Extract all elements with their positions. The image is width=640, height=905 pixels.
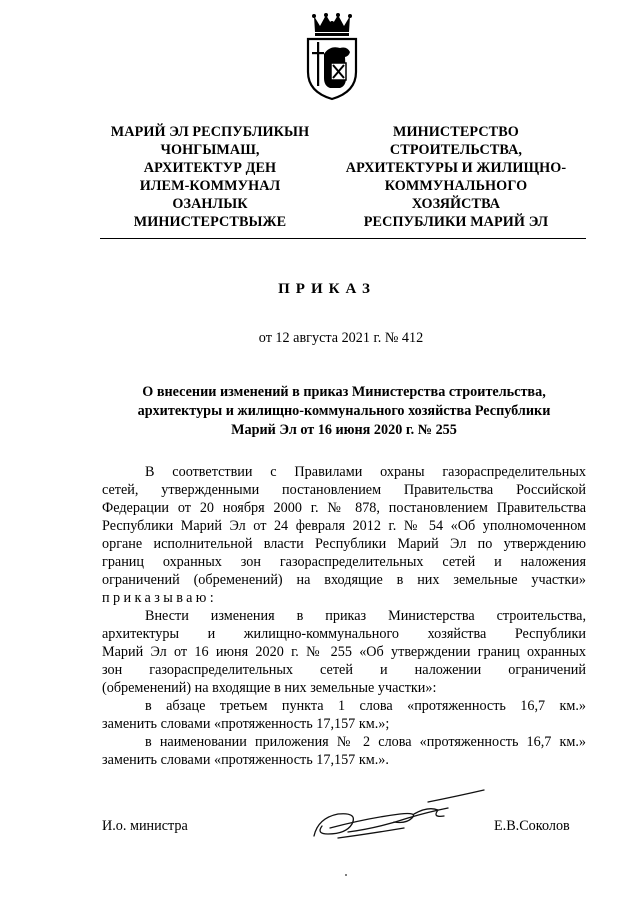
signatory-name: Е.В.Соколов [494,818,570,834]
letterhead-line: РЕСПУБЛИКИ МАРИЙ ЭЛ [363,214,549,230]
letterhead-line: МИНИСТЕРСТВО [393,124,519,140]
letterhead-line: ЧОНГЫМАШ, [160,142,260,158]
body-line: зон газораспределительных сетей и наложении ограничений [102,662,586,678]
body-line: в абзаце третьем пункта 1 слова «протяженность 16,7 км.» [145,698,586,714]
letterhead-line: МАРИЙ ЭЛ РЕСПУБЛИКЫН [110,124,310,140]
document-title [100,383,588,440]
body-line: (обременений) на входящие в них земельные участки»: [102,680,437,696]
document-body [102,463,586,769]
body-line: в наименовании приложения № 2 слова «протяженность 16,7 км.» [145,734,586,750]
body-line: Марий Эл от 16 июня 2020 г. № 255 «Об утверждении границ охранных [102,644,586,660]
letterhead-russian [330,123,582,231]
body-line-order-word: приказываю: [102,590,218,606]
body-line: заменить словами «протяженность 17,157 км.». [102,752,389,768]
body-line: сетей, утвержденными постановлением Правительства Российской [102,482,586,498]
document-title-line: О внесении изменений в приказ Министерства строительства, [142,384,546,400]
letterhead-line: ХОЗЯЙСТВА [411,196,501,212]
body-line: ограничений (обременений) на входящие в них земельные участки» [102,572,586,588]
letterhead-line: АРХИТЕКТУР ДЕН [143,160,277,176]
letterhead-line: АРХИТЕКТУРЫ И ЖИЛИЩНО- [345,160,567,176]
signatory-role: И.о. министра [102,818,188,834]
body-line: органе исполнительной власти Республики Марий Эл по утверждению [102,536,586,552]
body-line: Федерации от 20 ноября 2000 г. № 878, постановлением Правительства [102,500,586,516]
handwritten-signature-icon [308,788,492,848]
document-date-number: от 12 августа 2021 г. № 412 [258,330,424,346]
body-line: архитектуры и жилищно-коммунального хозяйства Республики [102,626,586,642]
body-line: Республики Марий Эл от 24 февраля 2012 г. № 54 «Об уполномоченном [102,518,586,534]
header-divider [100,238,586,239]
letterhead-line: МИНИСТЕРСТВЫЖЕ [133,214,287,230]
letterhead-line: КОММУНАЛЬНОГО [384,178,528,194]
letterhead-line: СТРОИТЕЛЬСТВА, [389,142,523,158]
body-line: В соответствии с Правилами охраны газораспределительных [145,464,586,480]
body-line: границ охранных зон газораспределительных сетей и наложения [102,554,586,570]
letterhead-line: ОЗАНЛЫК [172,196,248,212]
document-title-line: архитектуры и жилищно-коммунального хозяйства Республики [137,403,551,419]
document-type: ПРИКАЗ [278,281,376,297]
document-title-line: Марий Эл от 16 июня 2020 г. № 255 [231,422,457,438]
coat-of-arms-icon [300,12,364,102]
letterhead-mari [102,123,318,231]
scan-speck [345,874,347,876]
letterhead-line: ИЛЕМ-КОММУНАЛ [139,178,281,194]
body-line: заменить словами «протяженность 17,157 км.»; [102,716,390,732]
body-line: Внести изменения в приказ Министерства строительства, [145,608,586,624]
